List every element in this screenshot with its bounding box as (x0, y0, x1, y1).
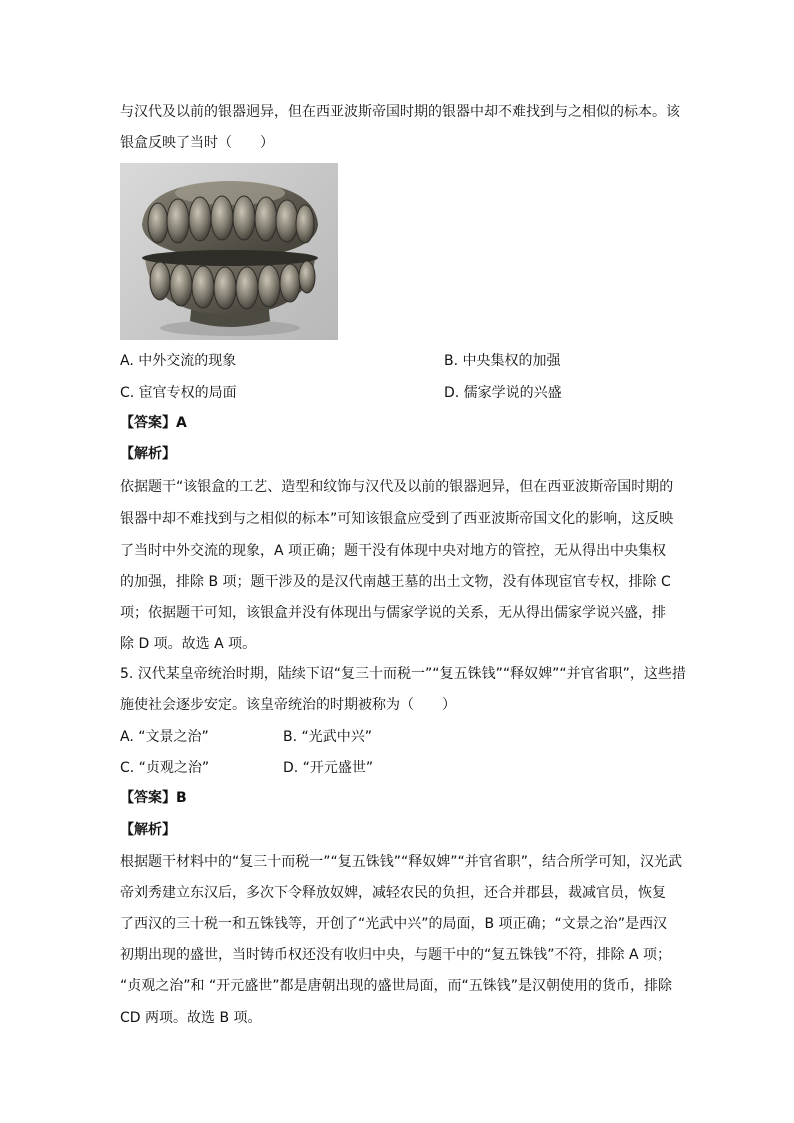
q4-analysis-label: 【解析】 (120, 446, 176, 462)
q5-analysis-line-5: “贞观之治”和 “开元盛世”都是唐朝出现的盛世局面，而“五铢钱”是汉朝使用的货币，排除 (120, 978, 672, 994)
q5-answer: 【答案】B (120, 790, 187, 806)
q5-analysis-line-2: 帝刘秀建立东汉后，多次下令释放奴婢，减轻农民的负担，还合并郡县，裁减官员，恢复 (120, 885, 666, 901)
q4-analysis-line-6: 除 D 项。故选 A 项。 (120, 636, 257, 652)
q5-analysis-line-4: 初期出现的盛世，当时铸币权还没有收归中央，与题干中的“复五铢钱”不符，排除 A 项； (120, 947, 671, 963)
q5-analysis-line-3: 了西汉的三十税一和五铢钱等，开创了“光武中兴”的局面，B 项正确；“文景之治”是西汉 (120, 916, 668, 932)
q4-option-c: C. 宦官专权的局面 (120, 385, 237, 401)
q4-option-d: D. 儒家学说的兴盛 (444, 385, 562, 401)
q4-analysis-line-2: 银器中却不难找到与之相似的标本”可知该银盒应受到了西亚波斯帝国文化的影响，这反映 (120, 511, 674, 527)
silver-box-photo (120, 163, 338, 340)
q5-stem-line-1: 5. 汉代某皇帝统治时期，陆续下诏“复三十而税一”“复五铢钱”“释奴婢”“并官省职”，这些措 (120, 666, 686, 682)
q4-answer: 【答案】A (120, 415, 187, 431)
q4-option-a: A. 中外交流的现象 (120, 353, 237, 369)
q5-analysis-line-6: CD 两项。故选 B 项。 (120, 1010, 262, 1026)
q5-option-a: A. “文景之治” (120, 729, 209, 745)
q5-option-d: D. “开元盛世” (283, 760, 374, 776)
intro-line-2: 银盒反映了当时（ ） (120, 135, 274, 151)
q4-analysis-line-5: 项；依据题干可知，该银盒并没有体现出与儒家学说的关系，无从得出儒家学说兴盛，排 (120, 605, 666, 621)
q5-stem-line-2: 施使社会逐步安定。该皇帝统治的时期被称为（ ） (120, 697, 456, 713)
q5-option-b: B. “光武中兴” (283, 729, 373, 745)
silver-box-illustration (120, 163, 338, 340)
q5-option-c: C. “贞观之治” (120, 760, 210, 776)
q4-analysis-line-1: 依据题干“该银盒的工艺、造型和纹饰与汉代及以前的银器迥异，但在西亚波斯帝国时期的 (120, 479, 674, 495)
q5-analysis-label: 【解析】 (120, 822, 176, 838)
q4-option-b: B. 中央集权的加强 (444, 353, 561, 369)
q5-analysis-line-1: 根据题干材料中的“复三十而税一”“复五铢钱”“释奴婢”“并官省职”，结合所学可知，汉光武 (120, 854, 683, 870)
q4-analysis-line-4: 的加强，排除 B 项；题干涉及的是汉代南越王墓的出土文物，没有体现宦官专权，排除 C (120, 574, 671, 590)
q4-analysis-line-3: 了当时中外交流的现象，A 项正确；题干没有体现中央对地方的管控，无从得出中央集权 (120, 543, 667, 559)
intro-line-1: 与汉代及以前的银器迥异，但在西亚波斯帝国时期的银器中却不难找到与之相似的标本。该 (120, 104, 680, 120)
